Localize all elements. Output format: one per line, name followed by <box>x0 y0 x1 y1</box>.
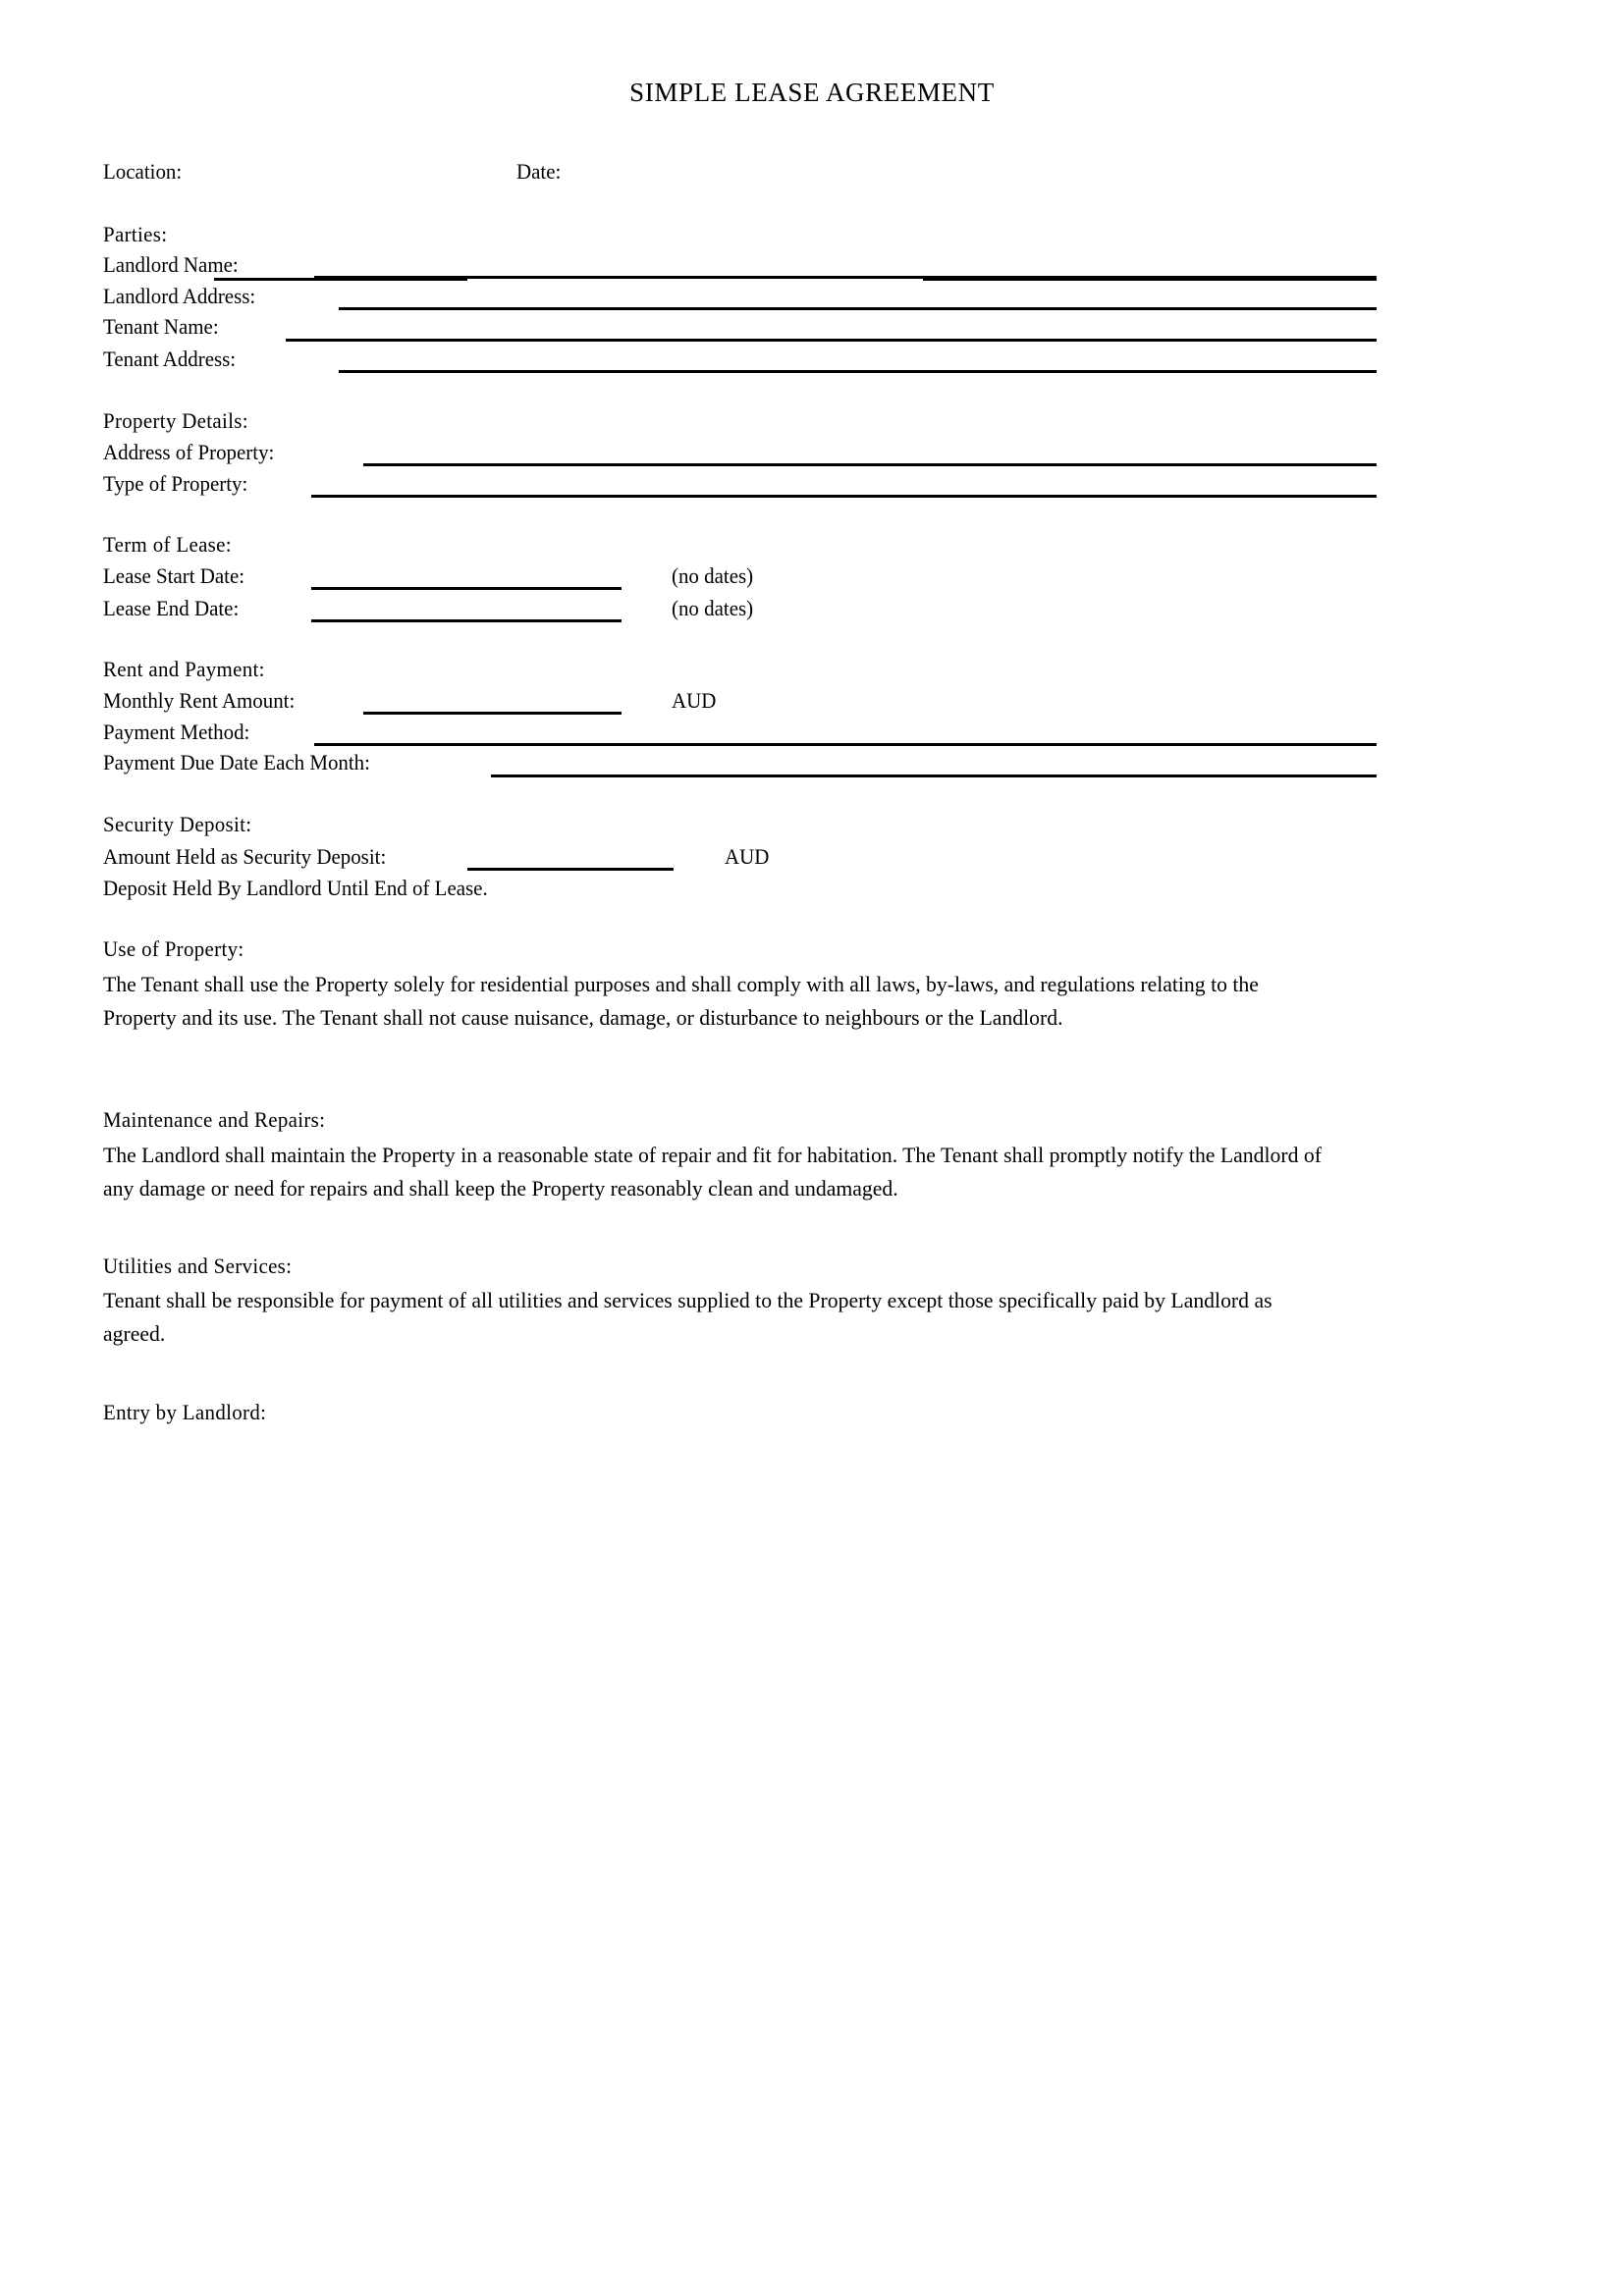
tenant-name-label: Tenant Name: <box>103 314 219 339</box>
monthly-rent-currency: AUD <box>672 688 717 713</box>
lease-end-date-note: (no dates) <box>672 596 754 620</box>
date-label: Date: <box>516 159 562 184</box>
security-deposit-amount-label: Amount Held as Security Deposit: <box>103 844 387 869</box>
location-label: Location: <box>103 159 183 184</box>
lease-start-date-input-line[interactable] <box>311 587 622 590</box>
maintenance-and-repairs-heading: Maintenance and Repairs: <box>103 1107 326 1132</box>
lease-start-date-label: Lease Start Date: <box>103 563 245 588</box>
term-of-lease-heading: Term of Lease: <box>103 532 232 557</box>
security-deposit-heading: Security Deposit: <box>103 812 252 836</box>
use-of-property-heading: Use of Property: <box>103 936 244 961</box>
lease-end-date-input-line[interactable] <box>311 619 622 622</box>
payment-method-label: Payment Method: <box>103 720 250 744</box>
lease-end-date-label: Lease End Date: <box>103 596 240 620</box>
page-title: SIMPLE LEASE AGREEMENT <box>629 78 995 107</box>
tenant-name-input-line[interactable] <box>286 339 1377 342</box>
address-of-property-input-line[interactable] <box>363 463 1377 466</box>
maintenance-and-repairs-body <box>103 1139 1332 1205</box>
security-deposit-amount-input-line[interactable] <box>467 868 674 871</box>
security-deposit-currency: AUD <box>725 844 770 869</box>
landlord-address-input-line[interactable] <box>339 307 1377 310</box>
property-details-heading: Property Details: <box>103 408 248 433</box>
rent-and-payment-heading: Rent and Payment: <box>103 657 265 681</box>
security-deposit-statement: Deposit Held By Landlord Until End of Lease. <box>103 876 488 900</box>
monthly-rent-label: Monthly Rent Amount: <box>103 688 296 713</box>
landlord-name-input-line[interactable] <box>314 276 1377 279</box>
use-of-property-text: The Tenant shall use the Property solely for residential purposes and shall comply with all laws, by-laws, and regulations relating to the Property and its use. The Tenant shall not cause nuisance, damage, or disturbance to neighbours or the Landlord. <box>103 972 1259 1030</box>
maintenance-and-repairs-text: The Landlord shall maintain the Property in a reasonable state of repair and fit for habitation. The Tenant shall promptly notify the Landlord of any damage or need for repairs and shall keep the Property reasonably clean and undamaged. <box>103 1143 1322 1201</box>
type-of-property-label: Type of Property: <box>103 471 248 496</box>
payment-method-input-line[interactable] <box>314 743 1377 746</box>
landlord-address-label: Landlord Address: <box>103 284 256 308</box>
address-of-property-label: Address of Property: <box>103 440 275 464</box>
utilities-and-services-heading: Utilities and Services: <box>103 1254 293 1278</box>
parties-heading: Parties: <box>103 222 168 246</box>
use-of-property-body <box>103 968 1332 1035</box>
tenant-address-label: Tenant Address: <box>103 347 237 371</box>
lease-start-date-note: (no dates) <box>672 563 754 588</box>
payment-due-date-input-line[interactable] <box>491 774 1377 777</box>
utilities-and-services-text: Tenant shall be responsible for payment of all utilities and services supplied to the Property except those specifically paid by Landlord as agreed. <box>103 1288 1272 1346</box>
utilities-and-services-body <box>103 1284 1332 1351</box>
payment-due-date-label: Payment Due Date Each Month: <box>103 750 370 774</box>
type-of-property-input-line[interactable] <box>311 495 1377 498</box>
tenant-address-input-line[interactable] <box>339 370 1377 373</box>
entry-by-landlord-heading: Entry by Landlord: <box>103 1400 267 1424</box>
monthly-rent-input-line[interactable] <box>363 712 622 715</box>
landlord-name-label: Landlord Name: <box>103 252 239 277</box>
